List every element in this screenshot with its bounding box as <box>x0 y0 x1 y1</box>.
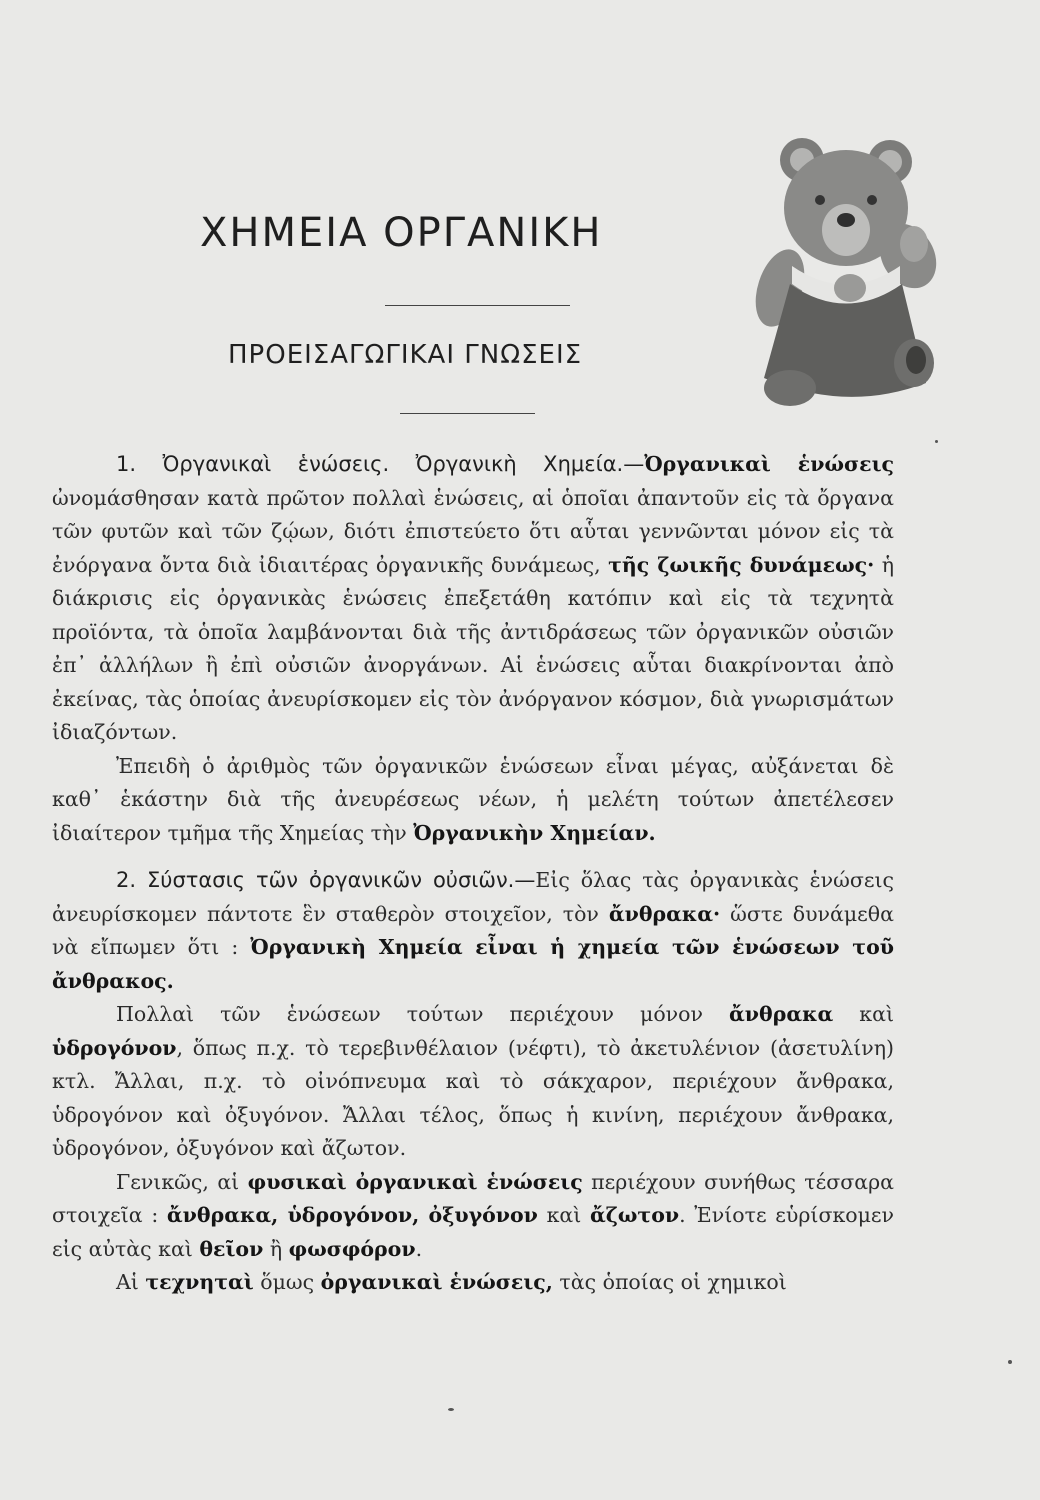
title-divider <box>385 305 570 306</box>
bold-term: φωσφόρον <box>288 1236 416 1261</box>
bold-term: ἄνθρακα· <box>608 901 721 926</box>
bold-term: τῆς ζωικῆς δυνάμεως· <box>608 552 875 577</box>
print-speck <box>448 1408 454 1411</box>
teddy-bear-icon <box>750 138 940 418</box>
bold-term: ἄνθρακα, ὑδρογόνον, ὀξυγόνον <box>166 1203 538 1227</box>
print-speck <box>1008 1360 1012 1364</box>
bold-term: Ὀργανικαὶ ἑνώσεις <box>644 452 894 476</box>
paragraph-1: 1. Ὀργανικαὶ ἑνώσεις. Ὀργανικὴ Χημεία.—Ὀργανικαὶ ἑνώσεις ὠνομάσθησαν κατὰ πρῶτον πολλαὶ ἑνώσεις, αἱ ὁποῖαι ἀπαντοῦν εἰς τὰ ὄργανα τῶν φυτῶν καὶ τῶν ζῴων, διότι ἐπιστεύετο ὅτι αὗται γεννῶνται μόνον εἰς τὰ ἐνόργανα ὄντα διὰ ἰδιαιτέρας ὀργανικῆς δυνάμεως, τῆς ζωικῆς δυνάμεως· ἡ διάκρισις εἰς ὀργανικὰς ἑνώσεις ἐπεξετάθη κατόπιν καὶ εἰς τὰ τεχνητὰ προϊόντα, τὰ ὁποῖα λαμβάνονται διὰ τῆς ἀντιδράσεως τῶν ὀργανικῶν οὐσιῶν ἐπ᾽ ἀλλήλων ἢ ἐπὶ οὐσιῶν ἀνοργάνων. Αἱ ἑνώσεις αὗται διακρίνονται ἀπὸ ἐκείνας, τὰς ὁποίας ἀνευρίσκομεν εἰς τὸν ἀνόργανον κόσμον, διὰ γνωρισμάτων ἰδιαζόντων. <box>52 452 894 744</box>
paragraph-3: 2. Σύστασις τῶν ὀργανικῶν οὐσιῶν.—Εἰς ὅλας τὰς ὀργανικὰς ἑνώσεις ἀνευρίσκομεν πάντοτε ἓν σταθερὸν στοιχεῖον, τὸν ἄνθρακα· ὥστε δυνάμεθα νὰ εἴπωμεν ὅτι : Ὀργανικὴ Χημεία εἶναι ἡ χημεία τῶν ἑνώσεων τοῦ ἄνθρακος. <box>52 868 894 993</box>
bold-term: ὑδρογόνον <box>52 1035 177 1060</box>
section-heading-1: 1. Ὀργανικαὶ ἑνώσεις. Ὀργανικὴ Χημεία.— <box>116 452 645 476</box>
paragraph-2: Ἐπειδὴ ὁ ἀριθμὸς τῶν ὀργανικῶν ἑνώσεων εἶναι μέγας, αὐξάνεται δὲ καθ᾽ ἑκάστην διὰ τῆς ἀνευρέσεως νέων, ἡ μελέτη τούτων ἀπετέλεσεν ἰδιαίτερον τμῆμα τῆς Χημείας τὴν Ὀργανικὴν Χημείαν. <box>52 753 894 845</box>
bold-term: Ὀργανικὴ Χημεία εἶναι ἡ χημεία τῶν ἑνώσεων τοῦ ἄνθρακος. <box>52 935 894 993</box>
bold-term: Ὀργανικὴν Χημείαν. <box>413 820 656 845</box>
bold-term: θεῖον <box>199 1236 264 1261</box>
paragraph-5: Γενικῶς, αἱ φυσικαὶ ὀργανικαὶ ἑνώσεις περιέχουν συνήθως τέσσαρα στοιχεῖα : ἄνθρακα, ὑδρογόνον, ὀξυγόνον καὶ ἄζωτον. Ἐνίοτε εὑρίσκομεν εἰς αὐτὰς καὶ θεῖον ἢ φωσφόρον. <box>52 1169 894 1261</box>
print-speck <box>935 440 938 443</box>
bold-term: φυσικαὶ ὀργανικαὶ ἑνώσεις <box>247 1169 583 1194</box>
page-title: ΧΗΜΕΙΑ ΟΡΓΑΝΙΚΗ <box>200 210 603 256</box>
bold-term: ἄζωτον <box>589 1203 680 1227</box>
bold-term: ἄνθρακα <box>729 1002 834 1026</box>
section-heading-2: 2. Σύστασις τῶν ὀργανικῶν οὐσιῶν.— <box>116 868 536 892</box>
paragraph-6: Αἱ τεχνηταὶ ὅμως ὀργανικαὶ ἑνώσεις, τὰς ὁποίας οἱ χημικοὶ <box>116 1270 787 1294</box>
bold-term: ὀργανικαὶ ἑνώσεις, <box>320 1270 553 1294</box>
bold-term: τεχνηταὶ <box>145 1270 254 1294</box>
page-body <box>52 448 894 1300</box>
paragraph-4: Πολλαὶ τῶν ἑνώσεων τούτων περιέχουν μόνον ἄνθρακα καὶ ὑδρογόνον, ὅπως π.χ. τὸ τερεβινθέλαιον (νέφτι), τὸ ἀκετυλένιον (ἀσετυλίνη) κτλ. Ἄλλαι, π.χ. τὸ οἰνόπνευμα καὶ τὸ σάκχαρον, περιέχουν ἄνθρακα, ὑδρογόνον καὶ ὀξυγόνον. Ἄλλαι τέλος, ὅπως ἡ κινίνη, περιέχουν ἄνθρακα, ὑδρογόνον, ὀξυγόνον καὶ ἄζωτον. <box>52 1002 895 1160</box>
chapter-subtitle: ΠΡΟΕΙΣΑΓΩΓΙΚΑΙ ΓΝΩΣΕΙΣ <box>228 340 583 370</box>
subtitle-divider <box>400 413 535 414</box>
